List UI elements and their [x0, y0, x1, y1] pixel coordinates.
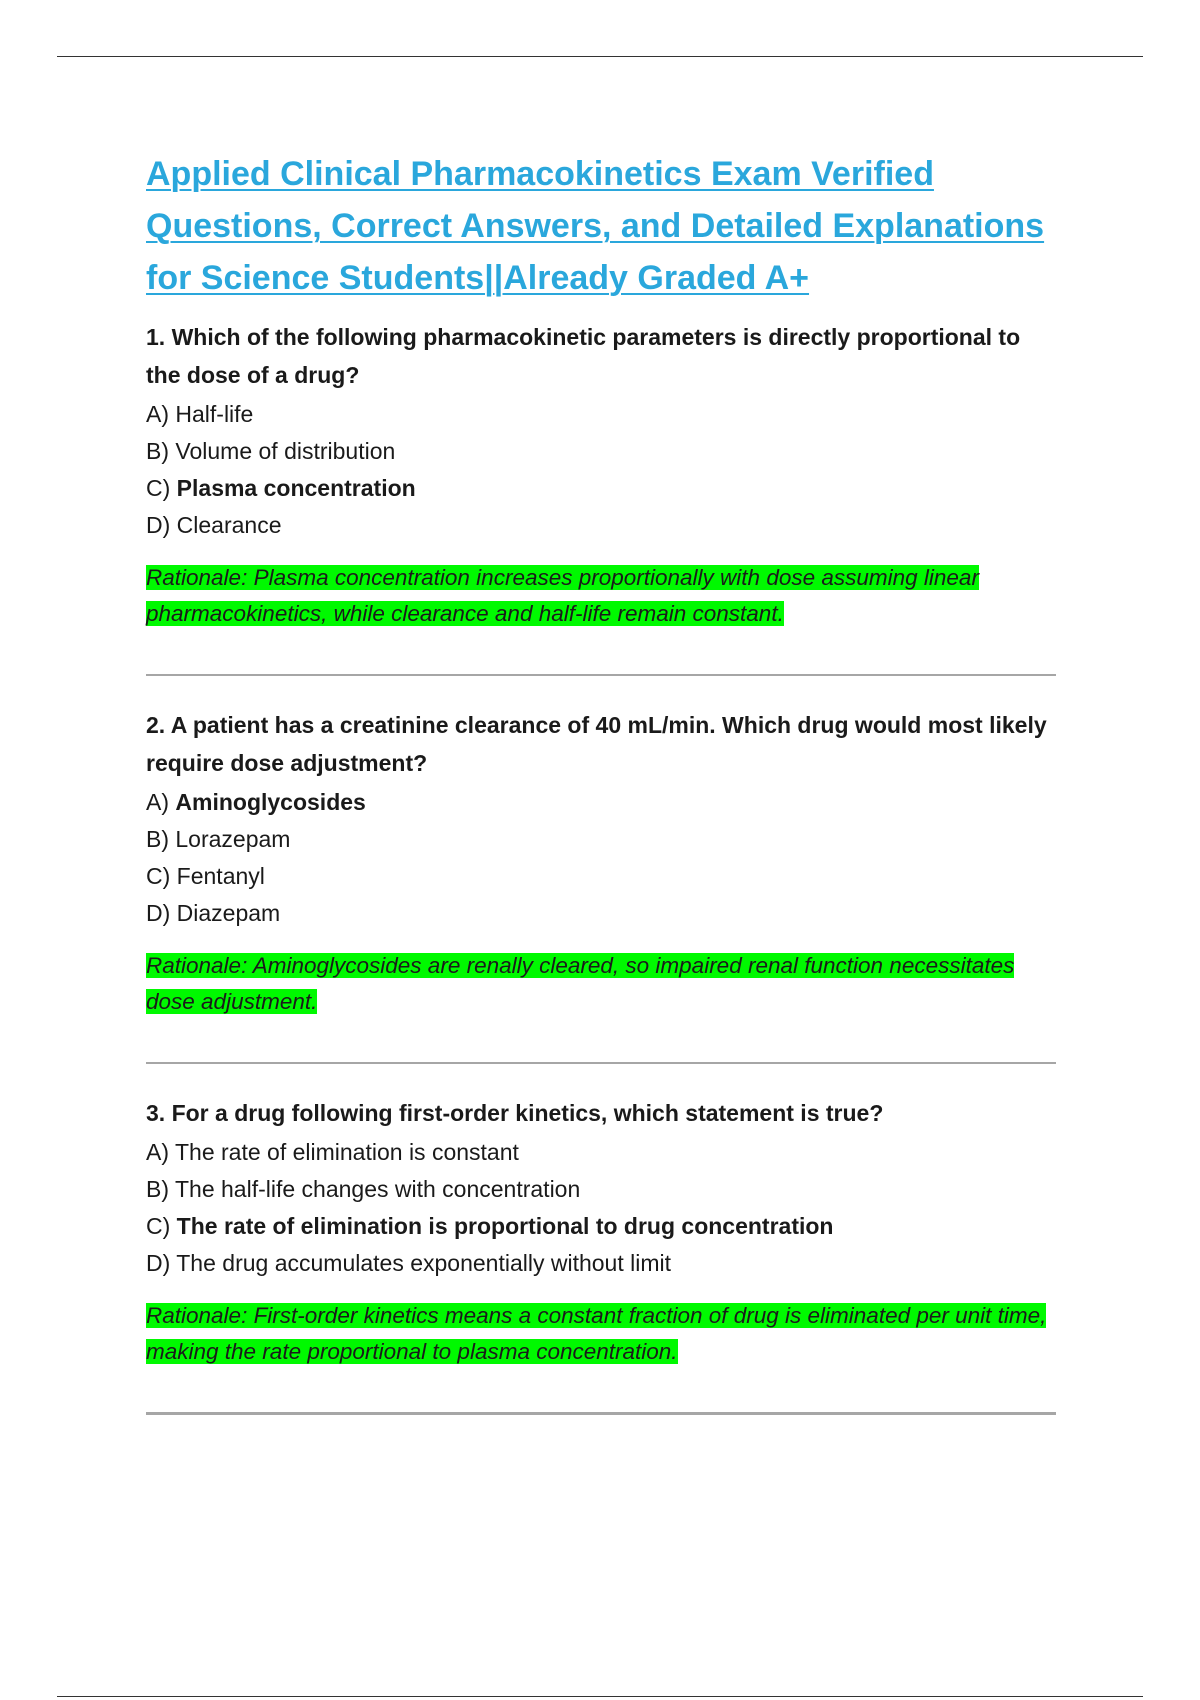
rationale-highlight: Rationale: Aminoglycosides are renally cleared, so impaired renal function necessitates dose adjustment. [146, 953, 1015, 1014]
option-letter: C) [146, 863, 177, 889]
option-a [146, 1134, 1056, 1171]
option-text: The half-life changes with concentration [174, 1176, 581, 1202]
page-footer-rule [57, 1696, 1143, 1697]
option-text: Clearance [176, 512, 282, 538]
question-2 [146, 706, 1056, 1020]
option-letter: D) [146, 900, 177, 926]
rationale-highlight: Rationale: Plasma concentration increases proportionally with dose assuming linear pharmacokinetics, while clearance and half-life remain constant. [146, 565, 979, 626]
question-1 [146, 318, 1056, 632]
section-divider [146, 674, 1056, 676]
rationale-highlight: Rationale: First-order kinetics means a constant fraction of drug is eliminated per unit time, making the rate proportional to plasma concentration. [146, 1303, 1047, 1364]
option-d [146, 507, 1056, 544]
option-c-correct [146, 470, 1056, 507]
option-b [146, 433, 1056, 470]
rationale [146, 1298, 1056, 1370]
option-letter: D) [146, 1250, 177, 1276]
option-letter: A) [146, 401, 176, 427]
option-text: Volume of distribution [175, 438, 396, 464]
option-letter: B) [146, 1176, 175, 1202]
option-b [146, 1171, 1056, 1208]
answer-options [146, 784, 1056, 932]
option-d [146, 895, 1056, 932]
option-c [146, 858, 1056, 895]
option-d [146, 1245, 1056, 1282]
rationale [146, 948, 1056, 1020]
section-divider [146, 1062, 1056, 1064]
section-divider [146, 1412, 1056, 1415]
rationale [146, 560, 1056, 632]
question-prompt: 1. Which of the following pharmacokinetic parameters is directly proportional to the dose of a drug? [146, 324, 1021, 388]
answer-options [146, 1134, 1056, 1282]
option-a [146, 396, 1056, 433]
option-text: The drug accumulates exponentially without limit [176, 1250, 671, 1276]
option-text: Diazepam [176, 900, 281, 926]
option-text: Half-life [175, 401, 254, 427]
option-letter: A) [146, 789, 176, 815]
option-text: Fentanyl [176, 863, 265, 889]
option-letter: D) [146, 512, 177, 538]
page-header-rule [57, 56, 1143, 57]
question-3 [146, 1094, 1056, 1370]
question-prompt: 2. A patient has a creatinine clearance of 40 mL/min. Which drug would most likely require dose adjustment? [146, 712, 1047, 776]
option-letter: C) [146, 1213, 177, 1239]
option-c-correct [146, 1208, 1056, 1245]
option-a-correct [146, 784, 1056, 821]
correct-answer-text: Aminoglycosides [175, 789, 366, 815]
document-title[interactable]: Applied Clinical Pharmacokinetics Exam Verified Questions, Correct Answers, and Detailed Explanations for Science Students||Already Graded A+ [146, 155, 1045, 297]
correct-answer-text: The rate of elimination is proportional to drug concentration [176, 1213, 834, 1239]
question-prompt: 3. For a drug following first-order kinetics, which statement is true? [146, 1100, 884, 1126]
option-text: The rate of elimination is constant [174, 1139, 519, 1165]
document-body [146, 148, 1056, 1445]
correct-answer-text: Plasma concentration [176, 475, 416, 501]
option-letter: A) [146, 1139, 175, 1165]
option-letter: B) [146, 826, 176, 852]
option-text: Lorazepam [175, 826, 291, 852]
option-letter: B) [146, 438, 176, 464]
answer-options [146, 396, 1056, 544]
option-letter: C) [146, 475, 177, 501]
option-b [146, 821, 1056, 858]
